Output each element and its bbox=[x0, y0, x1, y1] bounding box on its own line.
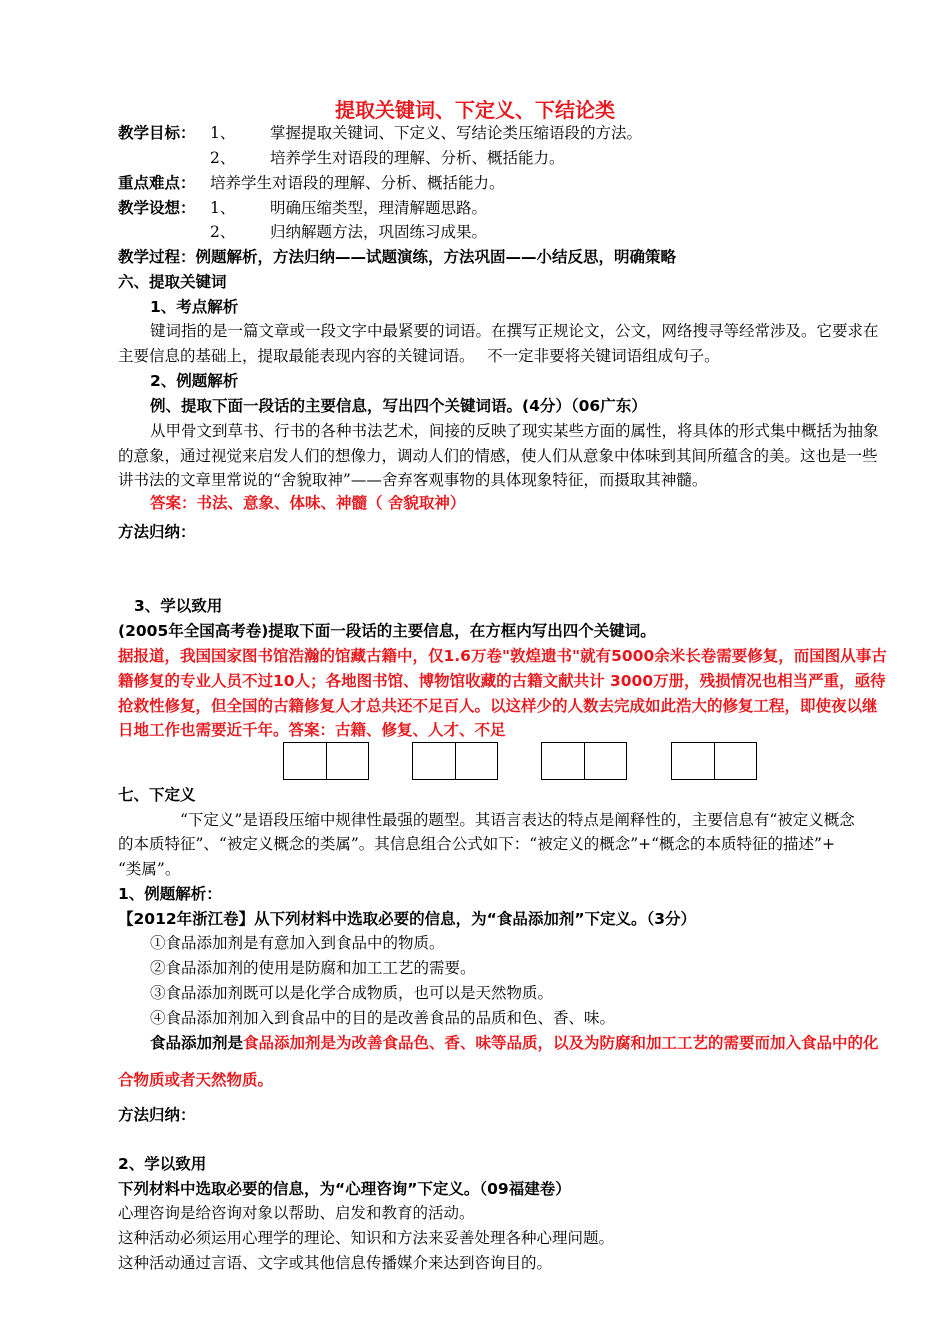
answer-box-group bbox=[412, 742, 498, 780]
goals-label: 教学目标： bbox=[118, 124, 196, 142]
answer-box bbox=[326, 743, 368, 779]
section-6-practice-text: 籍修复的专业人员不过10人；各地图书馆、博物馆收藏的古籍文献共计 3000万册，残损情况也相当严重，亟待 bbox=[118, 672, 886, 690]
design-item-1-num: 1、 bbox=[210, 199, 236, 217]
section-6-sub-1: 1、考点解析 bbox=[150, 298, 239, 316]
section-6-method-label: 方法归纳： bbox=[118, 523, 196, 541]
design-label: 教学设想： bbox=[118, 199, 196, 217]
answer-box bbox=[672, 743, 714, 779]
design-item-1-text: 明确压缩类型，理清解题思路。 bbox=[270, 199, 488, 217]
section-6-heading: 六、提取关键词 bbox=[118, 273, 227, 291]
section-7-intro: 的本质特征”、“被定义概念的类属”。其信息组合公式如下：“被定义的概念”+“概念的本质特征的描述”+ bbox=[118, 835, 835, 853]
section-6-example-text: 讲书法的文章里常说的“舍貌取神”——舍弃客观事物的具体现象特征，而摄取其神髓。 bbox=[118, 471, 708, 489]
answer-box bbox=[542, 743, 584, 779]
section-6-practice-question: (2005年全国高考卷)提取下面一段话的主要信息，在方框内写出四个关键词。 bbox=[118, 622, 656, 640]
section-6-answer: 答案：书法、意象、体味、神髓（ 舍貌取神） bbox=[150, 494, 466, 512]
goals-item-2-num: 2、 bbox=[210, 149, 236, 167]
section-7-intro: “类属”。 bbox=[118, 860, 181, 878]
material-item: ①食品添加剂是有意加入到食品中的物质。 bbox=[150, 934, 445, 952]
goals-item-1-text: 掌握提取关键词、下定义、写结论类压缩语段的方法。 bbox=[270, 124, 643, 142]
answer-prefix: 食品添加剂是 bbox=[150, 1034, 244, 1052]
answer-box bbox=[413, 743, 455, 779]
answer-box-group bbox=[283, 742, 369, 780]
section-6-practice-text: 据报道，我国国家图书馆浩瀚的馆藏古籍中，仅1.6万卷"敦煌遗书"就有5000余米长卷需要修复，而国图从事古 bbox=[118, 647, 887, 665]
section-7-answer bbox=[150, 1033, 879, 1053]
section-7-sub-1: 1、例题解析： bbox=[118, 885, 222, 903]
section-6-para-1: 键词指的是一篇文章或一段文字中最紧要的词语。在撰写正规论文，公文，网络搜寻等经常涉及。它要求在 bbox=[150, 322, 879, 340]
material-item: ③食品添加剂既可以是化学合成物质，也可以是天然物质。 bbox=[150, 984, 554, 1002]
goals-item-1-num: 1、 bbox=[210, 124, 236, 142]
section-7-sub-2: 2、学以致用 bbox=[118, 1155, 207, 1173]
section-7-answer-cont: 合物质或者天然物质。 bbox=[118, 1071, 274, 1089]
design-item-2-text: 归纳解题方法，巩固练习成果。 bbox=[270, 223, 488, 241]
page-title: 提取关键词、下定义、下结论类 bbox=[335, 98, 615, 122]
section-6-para-1: 主要信息的基础上，提取最能表现内容的关键词语。 不一定非要将关键词语组成句子。 bbox=[118, 347, 720, 365]
material-item: ④食品添加剂加入到食品中的目的是改善食品的品质和色、香、味。 bbox=[150, 1009, 616, 1027]
answer-box bbox=[284, 743, 326, 779]
answer-box bbox=[455, 743, 497, 779]
keypoints-text: 培养学生对语段的理解、分析、概括能力。 bbox=[210, 174, 505, 192]
practice-material: 这种活动必须运用心理学的理论、知识和方法来妥善处理各种心理问题。 bbox=[118, 1229, 615, 1247]
section-6-practice-text: 日地工作也需要近千年。答案：古籍、修复、人才、不足 bbox=[118, 721, 506, 739]
goals-item-2-text: 培养学生对语段的理解、分析、概括能力。 bbox=[270, 149, 565, 167]
section-7-practice-question: 下列材料中选取必要的信息，为“心理咨询”下定义。（09福建卷） bbox=[118, 1180, 571, 1198]
section-6-example-text: 的意象，通过视觉来启发人们的想像力，调动人们的情感，使人们从意象中体味到其间所蕴含的美。这也是一些 bbox=[118, 447, 878, 465]
practice-material: 心理咨询是给咨询对象以帮助、启发和教育的活动。 bbox=[118, 1204, 475, 1222]
answer-text: 食品添加剂是为改善食品色、香、味等品质，以及为防腐和加工工艺的需要而加入食品中的化 bbox=[243, 1034, 879, 1052]
keypoints-label: 重点难点： bbox=[118, 174, 196, 192]
section-6-sub-2: 2、例题解析 bbox=[150, 372, 239, 390]
answer-box bbox=[584, 743, 626, 779]
section-6-practice-text: 抢救性修复，但全国的古籍修复人才总共还不足百人。以这样少的人数去完成如此浩大的修复工程，即使夜以继 bbox=[118, 697, 878, 715]
material-item: ②食品添加剂的使用是防腐和加工工艺的需要。 bbox=[150, 959, 476, 977]
section-6-example-text: 从甲骨文到草书、行书的各种书法艺术，间接的反映了现实某些方面的属性，将具体的形式集中概括为抽象 bbox=[150, 422, 879, 440]
section-6-example-question: 例、提取下面一段话的主要信息，写出四个关键词语。(4分）（06广东） bbox=[150, 397, 647, 415]
section-7-example-question: 【2012年浙江卷】从下列材料中选取必要的信息，为“食品添加剂”下定义。（3分） bbox=[118, 910, 697, 928]
section-7-heading: 七、下定义 bbox=[118, 786, 196, 804]
section-7-method-label: 方法归纳： bbox=[118, 1106, 196, 1124]
process-line: 教学过程：例题解析，方法归纳——试题演练，方法巩固——小结反思，明确策略 bbox=[118, 248, 677, 266]
answer-box-group bbox=[541, 742, 627, 780]
answer-box bbox=[714, 743, 756, 779]
design-item-2-num: 2、 bbox=[210, 223, 236, 241]
section-7-intro: “下定义”是语段压缩中规律性最强的题型。其语言表达的特点是阐释性的，主要信息有“被定义概念 bbox=[180, 811, 855, 829]
section-6-sub-3: 3、学以致用 bbox=[134, 597, 223, 615]
practice-material: 这种活动通过言语、文字或其他信息传播媒介来达到咨询目的。 bbox=[118, 1254, 553, 1272]
answer-box-group bbox=[671, 742, 757, 780]
